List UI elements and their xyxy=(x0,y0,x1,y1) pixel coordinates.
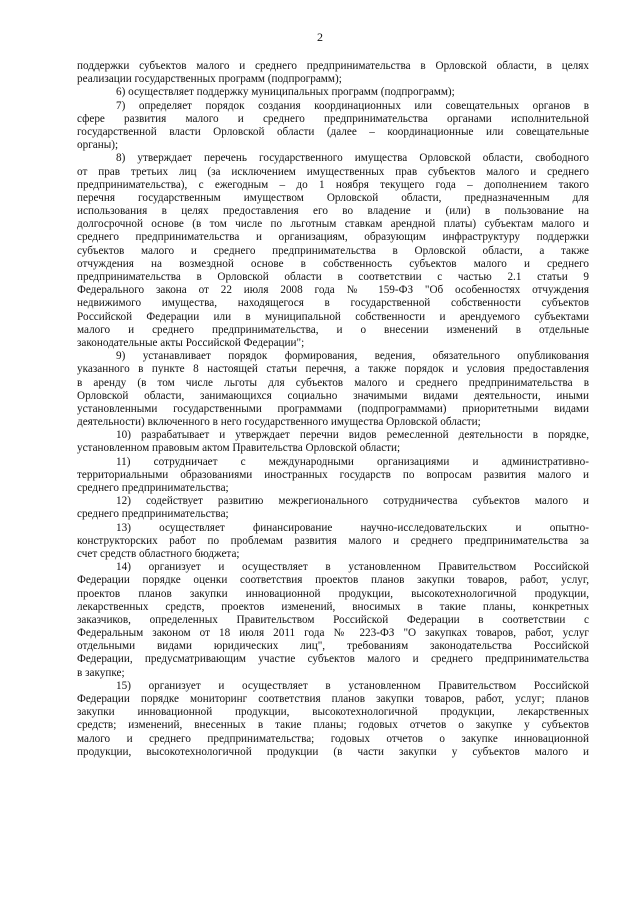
document-body xyxy=(77,60,589,759)
text-line: субъектов малого и среднего предпринимательства в Орловской области, а также xyxy=(77,244,589,257)
text-line: использования в целях предоставления его во владение и (или) в пользование на xyxy=(77,205,589,218)
paragraph xyxy=(77,429,589,455)
text-line: указанного в пункте 8 настоящей статьи перечня, а также порядок и условия предоставления xyxy=(77,363,589,376)
text-line: заказчиков, определенных Правительством Российской Федерации в соответствии с xyxy=(77,613,589,626)
text-line: продукции, высокотехнологичной продукции (в части закупки у субъектов малого и xyxy=(77,745,589,758)
text-line: лекарственных средств, проектов изменений, вносимых в такие планы, конкретных xyxy=(77,600,589,613)
text-line: в аренду (в том числе льготы для субъектов малого и среднего предпринимательства в xyxy=(77,376,589,389)
page-number: 2 xyxy=(317,30,323,44)
text-line: малого и среднего предпринимательства; годовых отчетов о закупке инновационной xyxy=(77,732,589,745)
text-line: конструкторских работ по проблемам развития малого и среднего предпринимательства за xyxy=(77,534,589,547)
paragraph xyxy=(77,456,589,496)
text-line: долгосрочной основе (в том числе по льготным ставкам арендной платы) субъектам малого и xyxy=(77,218,589,231)
text-line: перечня государственным имуществом Орловской области, предназначенным для xyxy=(77,191,589,204)
text-line: предпринимательства), с ежегодным – до 1 ноября текущего года – дополнением такого xyxy=(77,178,589,191)
text-line: деятельности) включенного в него государственного имущества Орловской области; xyxy=(77,416,481,429)
text-line: установленными государственными программами (подпрограммами) приоритетными видами xyxy=(77,402,589,415)
text-line: малого и среднего предпринимательства, и о внесении изменений в отдельные xyxy=(77,323,589,336)
text-line: средств; изменений, внесенных в такие планы; годовых отчетов о закупке у субъектов xyxy=(77,719,589,732)
text-line: 7) определяет порядок создания координационных или совещательных органов в xyxy=(116,99,589,112)
text-line: недвижимого имущества, находящегося в государственной собственности субъектов xyxy=(77,297,589,310)
text-line: реализации государственных программ (подпрограмм); xyxy=(77,73,342,86)
paragraph xyxy=(77,100,589,153)
paragraph xyxy=(77,350,589,429)
text-line: среднего предпринимательства и организациям, образующим инфраструктуру поддержки xyxy=(77,231,589,244)
text-line: Федерации, предусматривающим участие субъектов малого и среднего предпринимательства xyxy=(77,653,589,666)
text-line: органы); xyxy=(77,139,119,152)
text-line: счет средств областного бюджета; xyxy=(77,547,240,560)
text-line: закупки инновационной продукции, высокотехнологичной продукции, лекарственных xyxy=(77,706,589,719)
paragraph xyxy=(77,522,589,562)
text-line: 13) осуществляет финансирование научно-исследовательских и опытно- xyxy=(116,521,589,534)
paragraph xyxy=(77,495,589,521)
text-line: 15) организует и осуществляет в установленном Правительством Российской xyxy=(116,679,589,692)
text-line: законодательные акты Российской Федерации"; xyxy=(77,336,305,349)
text-line: Российской Федерации или в муниципальной собственности и арендуемого субъектами xyxy=(77,310,589,323)
paragraph xyxy=(77,561,589,680)
text-line: территориальными образованиями иностранных государств по вопросам развития малого и xyxy=(77,468,589,481)
paragraph xyxy=(77,680,589,759)
paragraph xyxy=(77,60,589,86)
text-line: 14) организует и осуществляет в установленном Правительством Российской xyxy=(116,561,589,574)
text-line: среднего предпринимательства; xyxy=(77,482,229,494)
text-line: Орловской области, занимающихся социально значимыми видами деятельности, иными xyxy=(77,389,589,402)
paragraph xyxy=(77,86,589,99)
text-line: Федерации порядке оценки соответствия проектов планов закупки товаров, работ, услуг, xyxy=(77,574,589,587)
text-line: 12) содействует развитию межрегионального сотрудничества субъектов малого и xyxy=(116,495,589,508)
text-line: 10) разрабатывает и утверждает перечни видов ремесленной деятельности в порядке, xyxy=(116,429,589,442)
text-line: Федерации порядке мониторинг соответствия планов закупки товаров, работ, услуг; планов xyxy=(77,693,589,705)
paragraph xyxy=(77,152,589,350)
text-line: сфере развития малого и среднего предпринимательства органами исполнительной xyxy=(77,112,589,125)
text-line: проектов планов закупки инновационной продукции, высокотехнологичной продукции, xyxy=(77,587,589,600)
text-line: от прав третьих лиц (за исключением имущественных прав субъектов малого и среднего xyxy=(77,165,589,178)
text-line: в закупке; xyxy=(77,666,125,679)
text-line: государственной власти Орловской области (далее – координационные или совещательные xyxy=(77,125,589,138)
text-line: Федерального закона от 22 июля 2008 года № 159-ФЗ "Об особенностях отчуждения xyxy=(77,284,589,297)
text-line: 6) осуществляет поддержку муниципальных программ (подпрограмм); xyxy=(116,86,455,99)
text-line: установленном правовым актом Правительства Орловской области; xyxy=(77,442,401,455)
text-line: поддержки субъектов малого и среднего предпринимательства в Орловской области, в целях xyxy=(77,60,589,72)
text-line: 8) утверждает перечень государственного имущества Орловской области, свободного xyxy=(116,152,589,165)
text-line: среднего предпринимательства; xyxy=(77,508,229,521)
text-line: 9) устанавливает порядок формирования, ведения, обязательного опубликования xyxy=(116,350,589,363)
text-line: отчуждения на возмездной основе в собственность субъектов малого и среднего xyxy=(77,257,589,270)
text-line: отдельными видами юридических лиц", требованиям законодательства Российской xyxy=(77,640,589,653)
text-line: 11) сотрудничает с международными организациями и административно- xyxy=(116,455,589,468)
text-line: предпринимательства в Орловской области в соответствии с частью 2.1 статьи 9 xyxy=(77,271,589,283)
text-line: Федеральным законом от 18 июля 2011 года № 223-ФЗ "О закупках товаров, работ, услуг xyxy=(77,627,589,640)
